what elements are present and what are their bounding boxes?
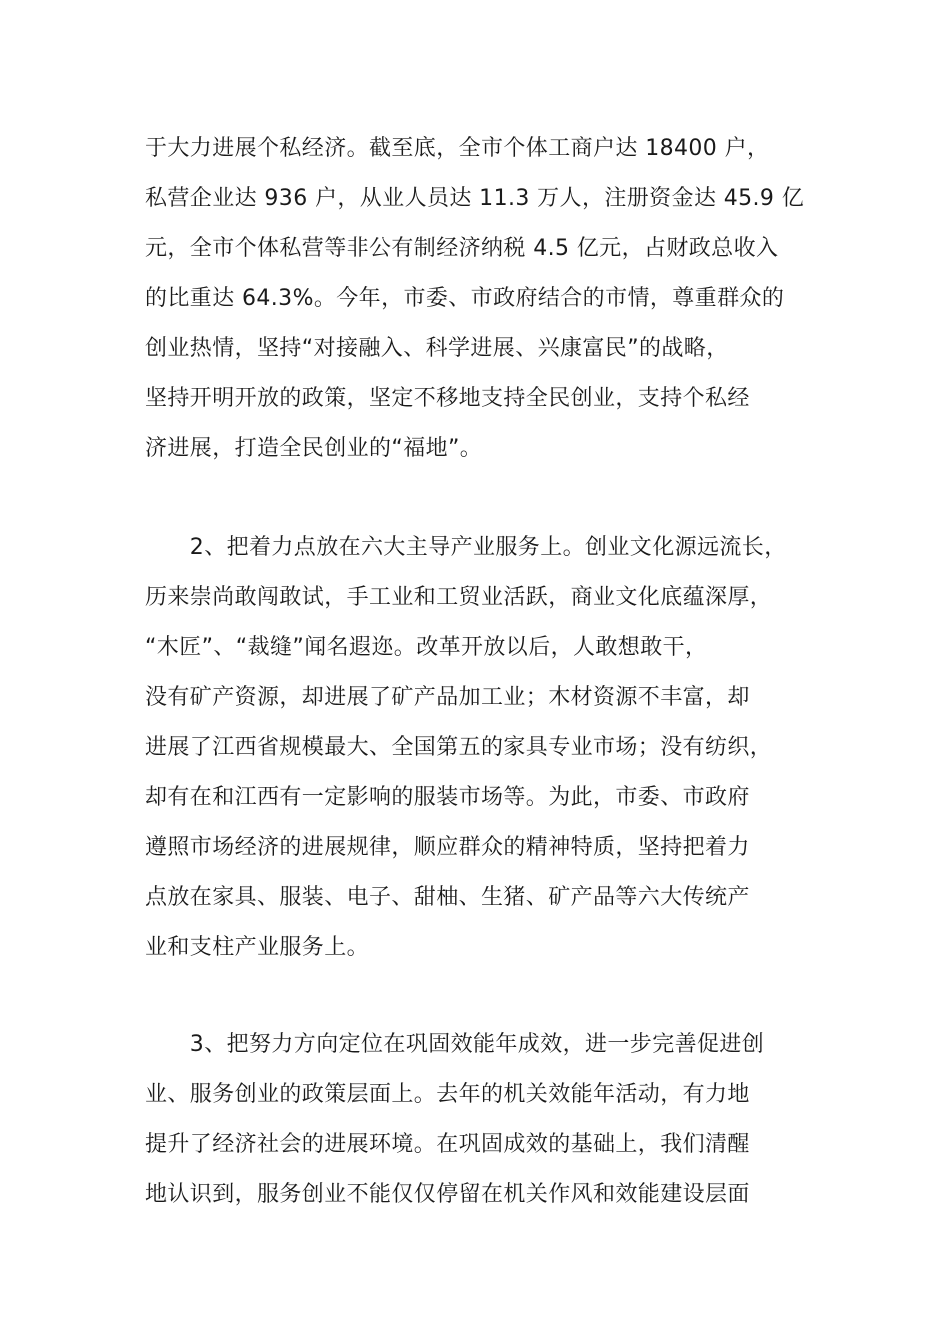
text-line: 坚持开明开放的政策，坚定不移地支持全民创业，支持个私经 [145, 386, 750, 411]
text-line: 遵照市场经济的进展规律，顺应群众的精神特质，坚持把着力 [145, 835, 750, 860]
text-line: 进展了江西省规模最大、全国第五的家具专业市场；没有纺织， [145, 735, 773, 760]
text-line: 点放在家具、服装、电子、甜柚、生猪、矿产品等六大传统产 [145, 885, 750, 910]
text-line: 提升了经济社会的进展环境。在巩固成效的基础上，我们清醒 [145, 1132, 750, 1157]
text-line: 的比重达 64.3%。今年，市委、市政府结合的市情，尊重群众的 [145, 286, 785, 311]
text-line: 元，全市个体私营等非公有制经济纳税 4.5 亿元，占财政总收入 [145, 236, 779, 261]
text-line: 3、把努力方向定位在巩固效能年成效，进一步完善促进创 [145, 1032, 765, 1057]
text-line: 却有在和江西有一定影响的服装市场等。为此，市委、市政府 [145, 785, 750, 810]
paragraph-policy-direction [145, 1020, 815, 1220]
text-line: 创业热情，坚持“对接融入、科学进展、兴康富民”的战略， [145, 336, 729, 361]
text-line: 私营企业达 936 户，从业人员达 11.3 万人，注册资金达 45.9 亿 [145, 186, 805, 211]
text-line: 地认识到，服务创业不能仅仅停留在机关作风和效能建设层面 [145, 1182, 750, 1207]
text-line: 业和支柱产业服务上。 [145, 935, 370, 960]
paragraph-private-economy [145, 124, 815, 474]
text-line: 于大力进展个私经济。截至底，全市个体工商户达 18400 户， [145, 136, 770, 161]
text-line: 2、把着力点放在六大主导产业服务上。创业文化源远流长， [145, 535, 787, 560]
paragraph-industry-service [145, 523, 815, 973]
text-line: 业、服务创业的政策层面上。去年的机关效能年活动，有力地 [145, 1082, 750, 1107]
text-line: 济进展，打造全民创业的“福地”。 [145, 436, 483, 461]
text-line: 历来崇尚敢闯敢试，手工业和工贸业活跃，商业文化底蕴深厚， [145, 585, 773, 610]
text-line: “木匠”、“裁缝”闻名遐迩。改革开放以后，人敢想敢干， [145, 635, 708, 660]
text-line: 没有矿产资源，却进展了矿产品加工业；木材资源不丰富，却 [145, 685, 750, 710]
